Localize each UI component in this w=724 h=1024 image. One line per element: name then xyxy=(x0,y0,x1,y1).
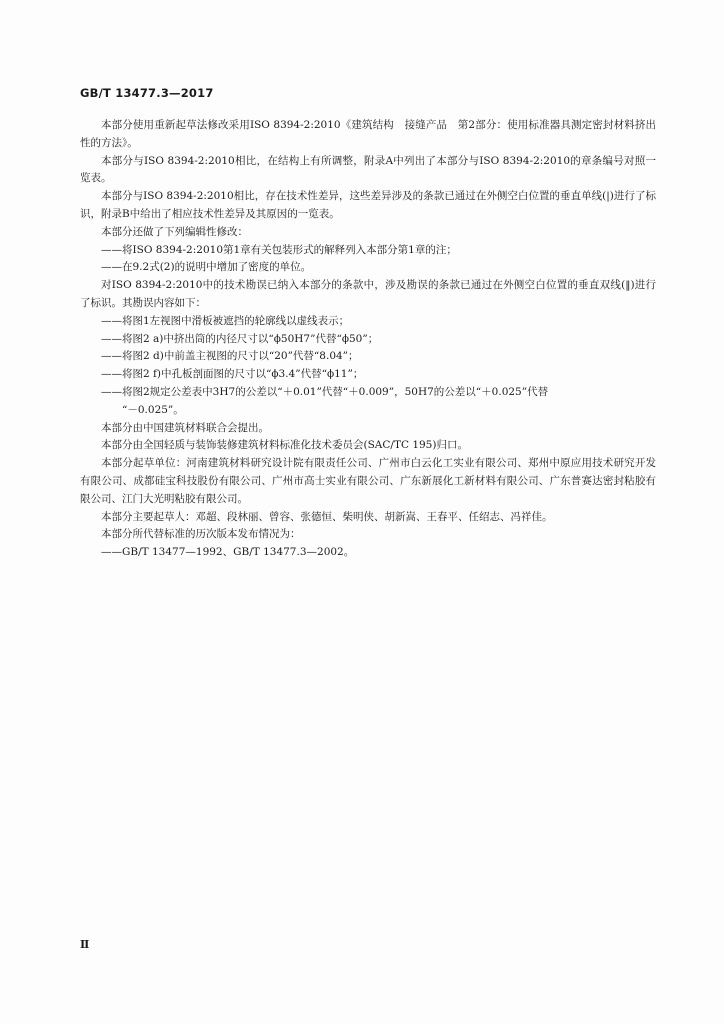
paragraph-structure: 本部分与ISO 8394-2:2010相比，在结构上有所调整，附录A中列出了本部分与ISO 8394-2:2010的章条编号对照一览表。 xyxy=(80,154,656,185)
list-item-corrigendum-1: ——将图1左视图中滑板被遮挡的轮廓线以虚线表示； xyxy=(101,314,350,327)
list-item-editorial-2: ——在9.2式(2)的说明中增加了密度的单位。 xyxy=(101,261,312,274)
paragraph-editorial-intro: 本部分还做了下列编辑性修改： xyxy=(101,225,248,238)
list-item-corrigendum-2: ——将图2 a)中挤出筒的内径尺寸以“ϕ50H7”代替“ϕ50”； xyxy=(101,332,379,345)
paragraph-under-jurisdiction: 本部分由全国轻质与装饰装修建筑材料标准化技术委员会(SAC/TC 195)归口。 xyxy=(101,439,468,452)
paragraph-corrigenda: 对ISO 8394-2:2010中的技术勘误已纳入本部分的条款中，涉及勘误的条款已通过在外侧空白位置的垂直双线(‖)进行了标识。其勘误内容如下： xyxy=(80,279,656,309)
paragraph-history-intro: 本部分所代替标准的历次版本发布情况为： xyxy=(101,528,301,541)
list-item-editorial-1: ——将ISO 8394-2:2010第1章有关包装形式的解释列入本部分第1章的注； xyxy=(101,243,457,256)
list-item-corrigendum-4: ——将图2 f)中孔板剖面图的尺寸以“ϕ3.4”代替“ϕ11”； xyxy=(101,368,364,381)
list-item-history: ——GB/T 13477—1992、GB/T 13477.3—2002。 xyxy=(101,546,355,559)
paragraph-adoption: 本部分使用重新起草法修改采用ISO 8394-2:2010《建筑结构 接缝产品 第2部分：使用标准器具测定密封材料挤出性的方法》。 xyxy=(80,119,656,149)
standard-number-header: GB/T 13477.3—2017 xyxy=(80,86,214,100)
list-item-corrigendum-5: ——将图2规定公差表中3H7的公差以“＋0.01”代替“＋0.009”，50H7的公差以“＋0.025”代替 xyxy=(101,385,549,398)
paragraph-drafting-units: 本部分起草单位：河南建筑材料研究设计院有限责任公司、广州市白云化工实业有限公司、郑州中原应用技术研究开发有限公司、成都硅宝科技股份有限公司、广州市高士实业有限公司、广东新展化工新材料有限公司、广东普赛达密封粘胶有限公司、江门大光明粘胶有限公司。 xyxy=(80,457,656,505)
list-item-corrigendum-3: ——将图2 d)中前盖主视图的尺寸以“20”代替“8.04”； xyxy=(101,350,359,363)
foreword-body xyxy=(80,117,656,562)
paragraph-drafters: 本部分主要起草人：邓超、段林丽、曾容、张德恒、柴明侠、胡新嵩、王春平、任绍志、冯祥佳。 xyxy=(101,510,553,523)
list-item-corrigendum-5-continued: “－0.025”。 xyxy=(122,403,184,416)
paragraph-proposed-by: 本部分由中国建筑材料联合会提出。 xyxy=(101,421,269,434)
page-number: Ⅱ xyxy=(80,938,90,951)
paragraph-technical-differences: 本部分与ISO 8394-2:2010相比，存在技术性差异，这些差异涉及的条款已通过在外侧空白位置的垂直单线(|)进行了标识，附录B中给出了相应技术性差异及其原因的一览表。 xyxy=(80,190,656,220)
